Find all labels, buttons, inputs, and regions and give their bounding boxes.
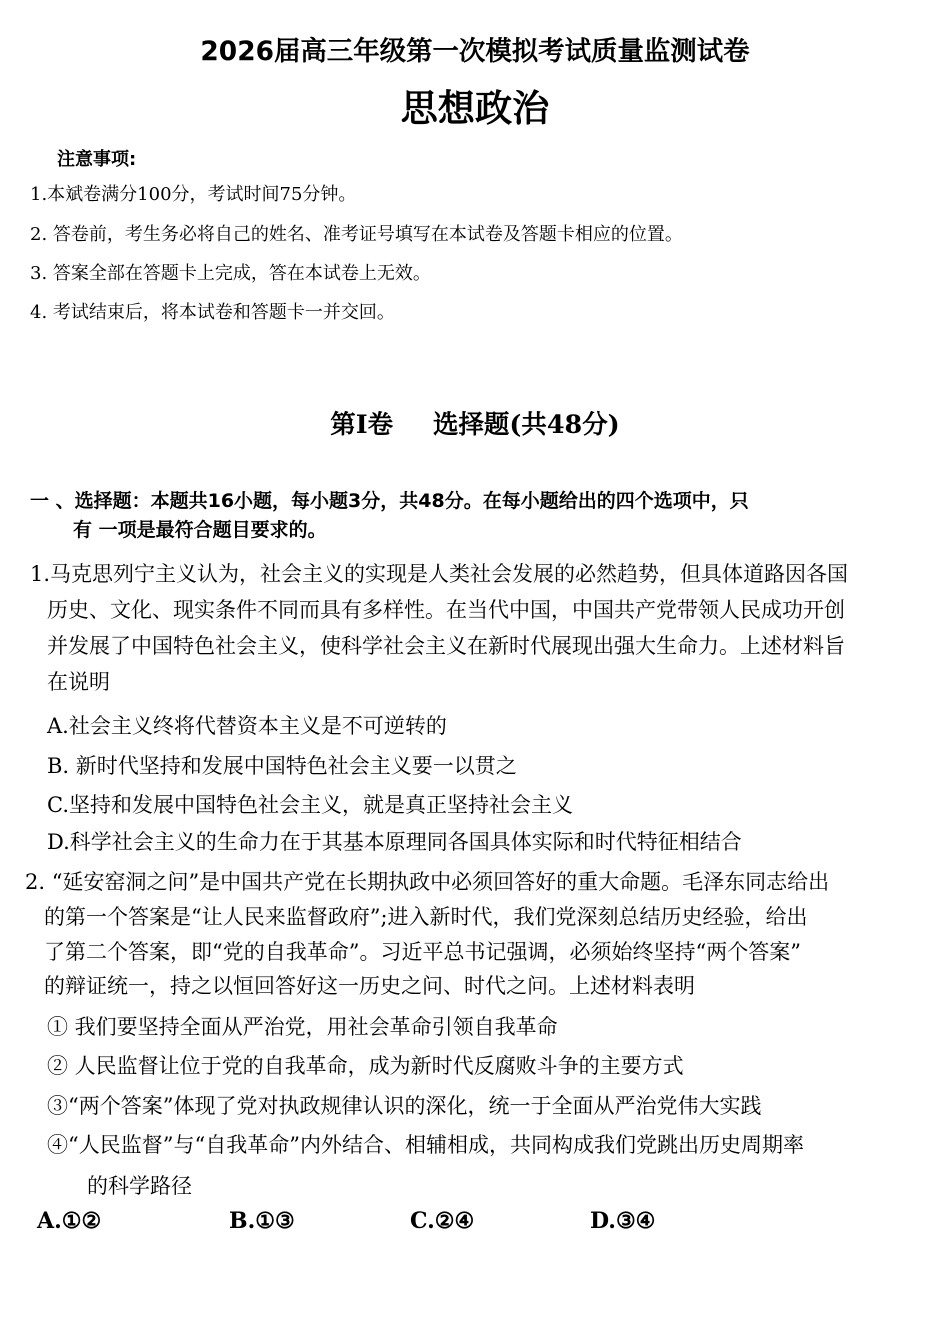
section-heading [0, 405, 950, 441]
q1-line-4: 在说明 [47, 670, 110, 694]
instructions-line-1: 一 、选择题：本题共16小题，每小题3分，共48分。在每小题给出的四个选项中，只 [30, 490, 749, 512]
q2-line-2: 的第一个答案是“让人民来监督政府”;进入新时代，我们党深刻总结历史经验，给出 [44, 905, 808, 929]
q2-statement-2: ② 人民监督让位于党的自我革命，成为新时代反腐败斗争的主要方式 [47, 1054, 684, 1078]
q2-line-4: 的辩证统一，持之以恒回答好这一历史之问、时代之问。上述材料表明 [44, 974, 695, 998]
q2-choice-c: C.②④ [410, 1208, 475, 1234]
q2-line-3: 了第二个答案，即“党的自我革命”。习近平总书记强调，必须始终坚持“两个答案” [44, 940, 801, 964]
notice-item-4: 4. 考试结束后，将本试卷和答题卡一并交回。 [30, 302, 395, 323]
q2-statement-1: ① 我们要坚持全面从严治党，用社会革命引领自我革命 [47, 1015, 558, 1039]
subject-title: 思想政治 [400, 86, 550, 130]
q2-choice-a: A.①② [37, 1208, 102, 1234]
q1-line-3: 并发展了中国特色社会主义，使科学社会主义在新时代展现出强大生命力。上述材料旨 [47, 634, 845, 658]
q1-option-d: D.科学社会主义的生命力在于其基本原理同各国具体实际和时代特征相结合 [47, 830, 742, 854]
q2-statement-4: ④“人民监督”与“自我革命”内外结合、相辅相成，共同构成我们党跳出历史周期率 [47, 1133, 804, 1157]
section-part: 第I卷 [330, 410, 394, 440]
exam-title: 2026届高三年级第一次模拟考试质量监测试卷 [200, 36, 750, 67]
q1-option-b: B. 新时代坚持和发展中国特色社会主义要一以贯之 [47, 754, 517, 778]
instructions-line-2: 有 一项是最符合题目要求的。 [73, 519, 327, 541]
q1-line-2: 历史、文化、现实条件不同而具有多样性。在当代中国，中国共产党带领人民成功开创 [47, 598, 845, 622]
notice-item-1: 1.本斌卷满分100分，考试时间75分钟。 [30, 184, 357, 205]
notice-item-3: 3. 答案全部在答题卡上完成，答在本试卷上无效。 [30, 263, 431, 284]
notice-item-2: 2. 答卷前，考生务必将自己的姓名、准考证号填写在本试卷及答题卡相应的位置。 [30, 224, 683, 245]
q2-line-1: 2. “延安窑洞之问”是中国共产党在长期执政中必须回答好的重大命题。毛泽东同志给出 [25, 870, 830, 894]
section-name: 选择题(共48分) [433, 410, 620, 440]
q2-choice-b: B.①③ [229, 1208, 295, 1234]
q2-statement-4-cont: 的科学路径 [87, 1174, 192, 1198]
q1-line-1: 1.马克思列宁主义认为，社会主义的实现是人类社会发展的必然趋势，但具体道路因各国 [30, 562, 849, 586]
q2-choice-d: D.③④ [590, 1208, 656, 1234]
q2-statement-3: ③“两个答案”体现了党对执政规律认识的深化，统一于全面从严治党伟大实践 [47, 1094, 762, 1118]
notice-heading: 注意事项: [57, 149, 137, 170]
q1-option-a: A.社会主义终将代替资本主义是不可逆转的 [47, 714, 447, 738]
q1-option-c: C.坚持和发展中国特色社会主义，就是真正坚持社会主义 [47, 793, 573, 817]
